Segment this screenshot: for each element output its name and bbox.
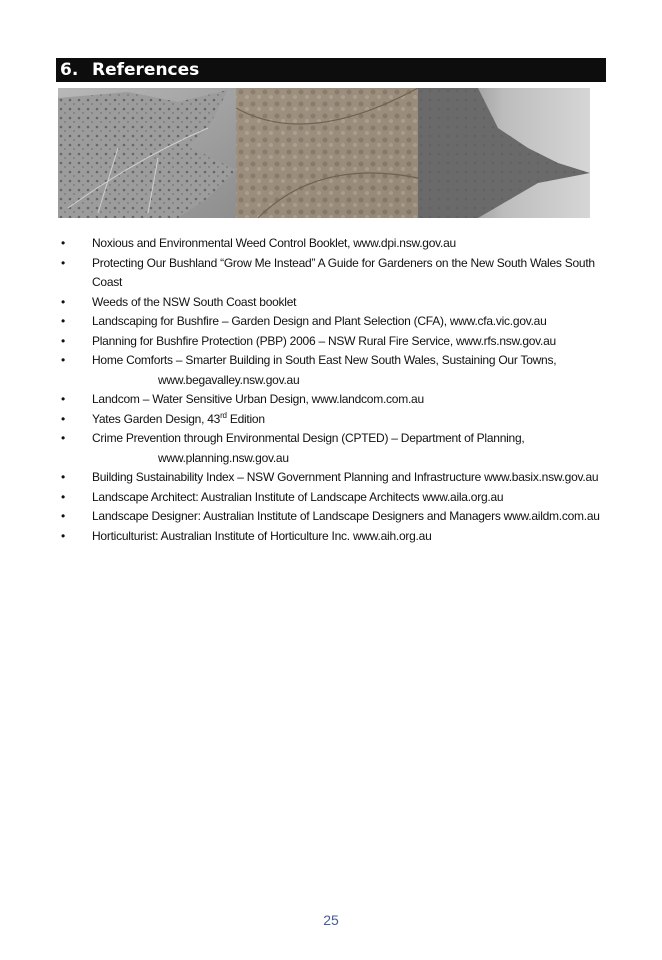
superscript: rd	[220, 410, 227, 420]
reference-item: • Crime Prevention through Environmental Design (CPTED) – Department of Planning, www.planning.nsw.gov.au	[60, 429, 620, 468]
bullet-icon: •	[61, 528, 65, 543]
leaf-panel-brown	[236, 88, 418, 218]
reference-item: • Horticulturist: Australian Institute of Horticulture Inc. www.aih.org.au	[60, 527, 620, 547]
section-heading	[56, 58, 606, 82]
reference-item: • Weeds of the NSW South Coast booklet	[60, 293, 620, 313]
bullet-icon: •	[61, 333, 65, 348]
bullet-icon: •	[61, 431, 65, 445]
section-title: References	[92, 60, 200, 80]
bullet-icon: •	[61, 294, 65, 309]
bullet-icon: •	[61, 392, 65, 406]
bullet-icon: •	[61, 255, 65, 270]
bullet-icon: •	[61, 411, 65, 426]
reference-url-continuation: www.planning.nsw.gov.au	[158, 450, 289, 465]
reference-item: • Building Sustainability Index – NSW Government Planning and Infrastructure www.basix.nsw.gov.au	[60, 468, 620, 488]
reference-item: • Landcom – Water Sensitive Urban Design, www.landcom.com.au	[60, 390, 620, 410]
reference-item: • Protecting Our Bushland “Grow Me Instead” A Guide for Gardeners on the New South Wales South Coast	[61, 255, 595, 289]
reference-item: • Noxious and Environmental Weed Control Booklet, www.dpi.nsw.gov.au	[60, 234, 620, 254]
reference-item: • Yates Garden Design, 43rd Edition	[60, 410, 620, 430]
reference-item: • Landscape Architect: Australian Institute of Landscape Architects www.aila.org.au	[60, 488, 620, 508]
reference-url-continuation: www.begavalley.nsw.gov.au	[158, 372, 300, 387]
reference-item: • Home Comforts – Smarter Building in South East New South Wales, Sustaining Our Towns, www.begavalley.nsw.gov.au	[60, 351, 620, 390]
bullet-icon: •	[61, 353, 65, 367]
reference-list	[60, 234, 620, 546]
bullet-icon: •	[61, 509, 65, 523]
section-number: 6.	[60, 60, 79, 80]
bullet-icon: •	[61, 470, 65, 484]
bullet-icon: •	[61, 236, 65, 250]
reference-item: • Planning for Bushfire Protection (PBP) 2006 – NSW Rural Fire Service, www.rfs.nsw.gov.au	[60, 332, 620, 352]
leaf-panel-silver	[418, 88, 590, 218]
bullet-icon: •	[61, 489, 65, 504]
reference-item: • Landscaping for Bushfire – Garden Design and Plant Selection (CFA), www.cfa.vic.gov.au	[60, 312, 620, 332]
bullet-icon: •	[61, 314, 65, 328]
leaf-banner-image	[58, 88, 590, 218]
leaf-panel-grey	[58, 88, 236, 218]
reference-item: • Landscape Designer: Australian Institute of Landscape Designers and Managers www.aildm.com.au	[60, 507, 620, 527]
page-number: 25	[323, 912, 339, 928]
